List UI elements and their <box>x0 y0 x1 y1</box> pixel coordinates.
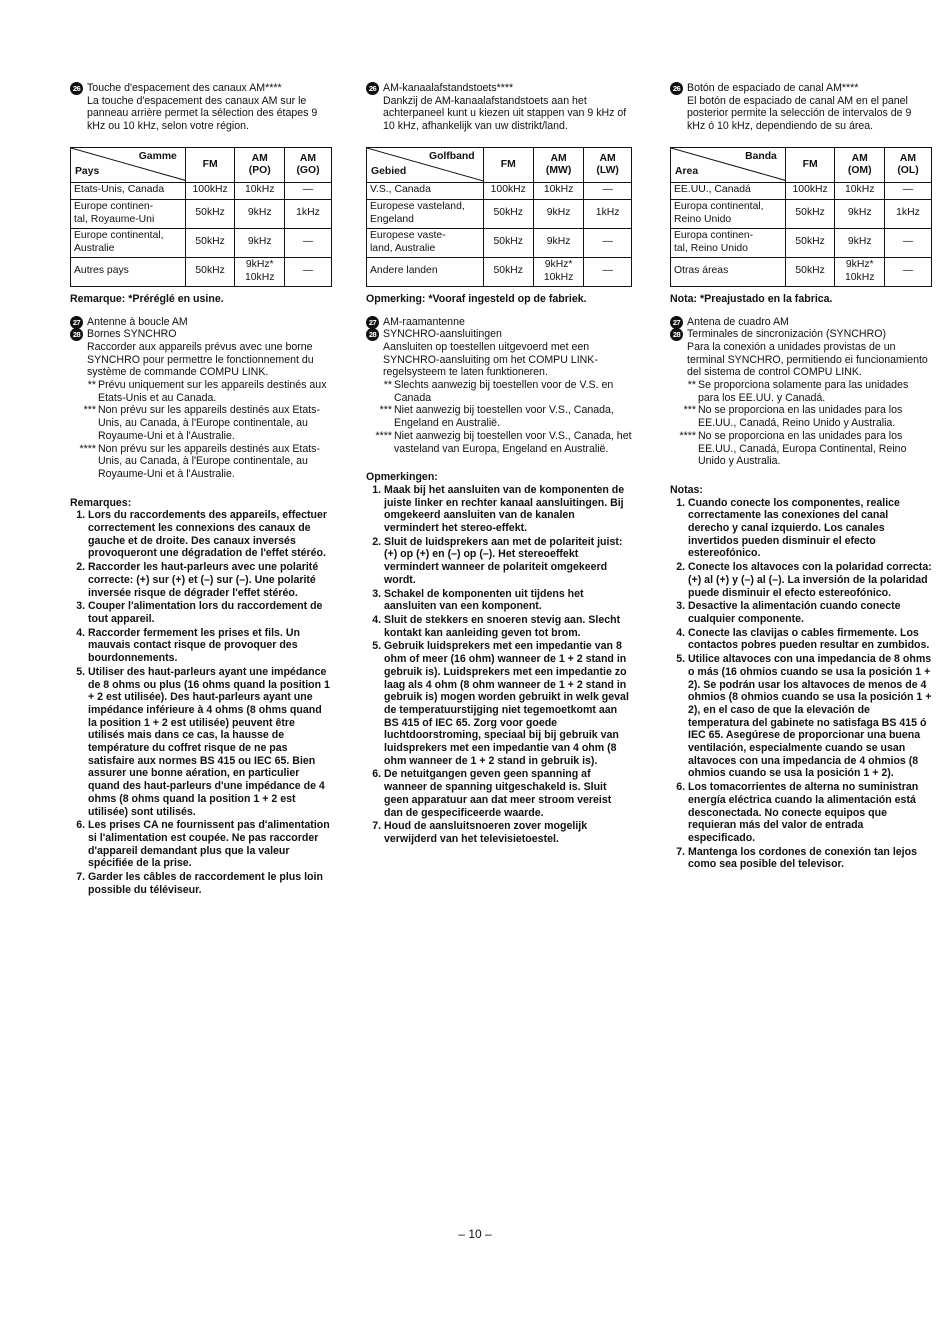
table-row <box>71 199 332 228</box>
table-cell-value: — <box>584 182 632 199</box>
table-cell-area: Andere landen <box>367 257 484 286</box>
footnote-mark: ** <box>87 379 96 392</box>
table-cell-value: 50kHz <box>483 199 533 228</box>
table-row <box>671 199 932 228</box>
item-number-badge: 28 <box>70 328 83 341</box>
table-cell-area: Europa continen- tal, Reino Unido <box>671 228 786 257</box>
footnote-mark: *** <box>683 404 696 417</box>
table-cell-value: 100kHz <box>785 182 835 199</box>
footnote <box>366 404 632 429</box>
item-synchro <box>70 328 332 379</box>
note-item: 7. Garder les câbles de raccordement le plus loin possible du téléviseur. <box>88 871 332 896</box>
table-cell-area: EE.UU., Canadá <box>671 182 786 199</box>
table-cell-value: — <box>285 182 332 199</box>
footnote-text: Niet aanwezig bij toestellen voor V.S., Canada, Engeland en Australië. <box>394 404 614 430</box>
item-title: Antenne à boucle AM <box>87 315 188 328</box>
table-cell-area: Autres pays <box>71 257 186 286</box>
footnote-text: No se proporciona en las unidades para los EE.UU., Canadá, Reino Unido y Australia. <box>698 404 903 430</box>
footnote-text: Prévu uniquement sur les appareils destinés aux Etats-Unis et au Canada. <box>98 379 327 404</box>
table-cell-value: 9kHz <box>533 199 583 228</box>
table-row <box>71 228 332 257</box>
note-item: 6. Los tomacorrientes de alterna no suministran energía eléctrica cuando la alimentación está desconectada. No conecte equipos que requieran más del valor de entrada especificado. <box>688 781 932 845</box>
footnote <box>70 443 332 481</box>
table-cell-value: 50kHz <box>483 257 533 286</box>
item-description: El botón de espaciado de canal AM en el panel posterior permite la selección de intervalos de 9 kHz ó 10 kHz, dependiendo de su área. <box>687 94 912 133</box>
range-label: Banda <box>745 150 777 162</box>
item-channel-spacing <box>70 82 332 133</box>
note-item: 4. Conecte las clavijas o cables firmemente. Los contactos pobres pueden resultar en zumbidos. <box>688 627 932 652</box>
footnote-text: Non prévu sur les appareils destinés aux Etats-Unis, au Canada, à l'Europe continentale, au Royaume-Uni et à l'Australie. <box>98 442 320 480</box>
item-channel-spacing <box>670 82 932 133</box>
table-cell-value: 9kHz <box>235 228 285 257</box>
table-header-row <box>367 147 632 182</box>
table-corner-cell <box>367 147 484 182</box>
table-cell-value: 10kHz <box>235 182 285 199</box>
item-description: Raccorder aux appareils prévus avec une borne SYNCHRO pour permettre le fonctionnement du système de commande COMPU LINK. <box>87 340 314 379</box>
spacing-table <box>366 147 632 287</box>
notes-title: Remarques: <box>70 496 132 509</box>
note-item: 5. Utilice altavoces con una impedancia de 8 ohms o más (16 ohmios cuando se usa la posición 1 + 2). Se podrán usar los altavoces de menos de 4 ohmios (8 ohmios cuando se usa la posición 1 + 2), en el caso de que la elevación de temperatura del gabinete no satisfaga BS 415 ó IEC 65. Asegúrese de proporcionar una buena ventilación, especialmente cuando se usan altavoces con una impedancia de 4 ohmios (8 ohmios cuando se usa la posición 1 + 2). <box>688 653 932 780</box>
table-row <box>367 257 632 286</box>
table-row <box>71 182 332 199</box>
table-cell-area: V.S., Canada <box>367 182 484 199</box>
notes-title: Opmerkingen: <box>366 471 438 484</box>
note-item: 1. Lors du raccordements des appareils, effectuer correctement les connexions des canaux de gauche et de droite. Des canaux inversés provoqueront une dégradation de l'effet stéréo. <box>88 509 332 560</box>
note-item: 3. Schakel de komponenten uit tijdens het aansluiten van een komponent. <box>384 588 632 613</box>
footnote-mark: ** <box>383 379 392 392</box>
spacing-table <box>670 147 932 287</box>
table-cell-value: 50kHz <box>185 199 235 228</box>
table-cell-value: 50kHz <box>785 257 835 286</box>
table-cell-value: 50kHz <box>785 199 835 228</box>
table-cell-area: Europese vaste- land, Australie <box>367 228 484 257</box>
table-cell-value: 1kHz <box>584 199 632 228</box>
item-number-badge: 27 <box>366 316 379 329</box>
spacing-table <box>70 147 332 287</box>
table-cell-area: Europese vasteland, Engeland <box>367 199 484 228</box>
table-row <box>367 199 632 228</box>
note-item: 3. Couper l'alimentation lors du raccordement de tout appareil. <box>88 600 332 625</box>
item-title: AM-raamantenne <box>383 315 465 328</box>
footnote-list <box>670 379 932 468</box>
table-cell-value: 10kHz <box>835 182 885 199</box>
area-label: Pays <box>75 166 100 178</box>
item-title: Bornes SYNCHRO <box>87 328 177 341</box>
note-item: 2. Conecte los altavoces con la polaridad correcta: (+) al (+) y (–) al (–). La inversión de la polaridad puede disminuir el efecto estereofónico. <box>688 561 932 599</box>
table-cell-value: 9kHz* 10kHz <box>533 257 583 286</box>
table-cell-value: — <box>584 257 632 286</box>
footnote <box>670 404 932 429</box>
table-cell-value: 1kHz <box>885 199 932 228</box>
item-am-antenna <box>670 316 932 329</box>
note-item: 2. Sluit de luidsprekers aan met de polariteit juist: (+) op (+) en (–) op (–). Het stereoeffekt vermindert wanneer de polariteit omgekeerd wordt. <box>384 536 632 587</box>
table-row <box>671 228 932 257</box>
item-number-badge: 26 <box>366 82 379 95</box>
footnote <box>670 430 932 468</box>
table-cell-area: Europe continen- tal, Royaume-Uni <box>71 199 186 228</box>
note-item: 7. Mantenga los cordones de conexión tan lejos como sea posible del televisor. <box>688 846 932 871</box>
table-row <box>671 257 932 286</box>
item-channel-spacing <box>366 82 632 133</box>
footnote <box>70 404 332 442</box>
item-description: Dankzij de AM-kanaalafstandstoets aan het achterpaneel kunt u kiezen uit stappen van 9 kHz of 10 kHz, afhankelijk van uw distrikt/land. <box>383 94 627 133</box>
page-number: – 10 – <box>458 1227 492 1241</box>
item-description: La touche d'espacement des canaux AM sur le panneau arrière permet la sélection des étapes 9 kHz ou 10 kHz, selon votre région. <box>87 94 318 133</box>
table-row <box>367 228 632 257</box>
note-item: 1. Maak bij het aansluiten van de komponenten de juiste linker en rechter kanaal aansluitingen. Bij omgekeerd aansluiten van de kanalen vermindert het stereo-effekt. <box>384 484 632 535</box>
item-number-badge: 27 <box>670 316 683 329</box>
footnote-mark: **** <box>679 429 696 442</box>
note-item: 2. Raccorder les haut-parleurs avec une polarité correcte: (+) sur (+) et (–) sur (–). Une polarité inversée risque de dégrader l'effet stéréo. <box>88 561 332 599</box>
note-item: 6. Les prises CA ne fournissent pas d'alimentation si l'alimentation est coupée. Ne pas raccorder d'appareil demandant plus que la valeur spécifiée de la prise. <box>88 819 332 870</box>
footnote-mark: ** <box>687 379 696 392</box>
table-cell-value: 9kHz* 10kHz <box>835 257 885 286</box>
table-cell-area: Etats-Unis, Canada <box>71 182 186 199</box>
item-title: Touche d'espacement des canaux AM**** <box>87 82 282 94</box>
table-cell-value: 1kHz <box>285 199 332 228</box>
table-cell-value: 9kHz <box>235 199 285 228</box>
item-title: Botón de espaciado de canal AM**** <box>687 82 859 94</box>
footnote <box>366 430 632 455</box>
column-spanish <box>670 82 932 872</box>
range-label: Gamme <box>138 150 177 162</box>
item-am-antenna <box>366 316 632 329</box>
item-synchro <box>366 328 632 379</box>
table-cell-value: 100kHz <box>483 182 533 199</box>
footnote <box>366 379 632 404</box>
note-item: 6. De netuitgangen geven geen spanning af wanneer de spanning uitgeschakeld is. Sluit geen apparatuur aan dat meer stroom vereist dan de gespecificeerde waarde. <box>384 768 632 819</box>
note-item: 1. Cuando conecte los componentes, realice correctamente las conexiones del canal derecho y canal izquierdo. Los canales invertidos pueden disminuir el efecto estereofónico. <box>688 497 932 561</box>
table-corner-cell <box>71 147 186 182</box>
column-dutch <box>366 82 632 847</box>
footnote-mark: **** <box>79 442 96 455</box>
table-row <box>71 257 332 286</box>
item-title: SYNCHRO-aansluitingen <box>383 328 502 341</box>
column-header-fm: FM <box>185 147 235 182</box>
item-number-badge: 27 <box>70 316 83 329</box>
footnote-text: Non prévu sur les appareils destinés aux Etats-Unis, au Canada, à l'Europe continentale, au Royaume-Uni et à l'Australie. <box>98 404 320 442</box>
footnote-mark: *** <box>83 404 96 417</box>
note-item: 5. Gebruik luidsprekers met een impedantie van 8 ohm of meer (16 ohm) wanneer de 1 + 2 stand in gebruik is). Luidsprekers met een impedantie zo laag als 4 ohm (8 ohm wanneer de 1 + 2 stand in gebruik is) mogen worden gebruikt in welk geval de temperatuurstijging niet tegemoetkomt aan BS 415 of IEC 65. Zorg voor goede luchtdoorstroming, speciaal bij bij gebruik van luidsprekers met een impedantie van 4 ohm (8 ohm wanneer de 1 + 2 stand in gebruik is). <box>384 640 632 767</box>
notes-title: Notas: <box>670 483 703 496</box>
footnote-text: Niet aanwezig bij toestellen voor V.S., Canada, het vasteland van Europa, Engeland en Australië. <box>394 429 632 455</box>
table-footnote: Opmerking: *Vooraf ingesteld op de fabriek. <box>366 292 587 305</box>
table-cell-value: 9kHz <box>835 199 885 228</box>
table-corner-cell <box>671 147 786 182</box>
footnote-text: No se proporciona en las unidades para los EE.UU., Canadá, Europa Continental, Reino Unido y Australia. <box>698 429 907 468</box>
table-cell-value: 100kHz <box>185 182 235 199</box>
note-item: 3. Desactive la alimentación cuando conecte cualquier componente. <box>688 600 932 625</box>
table-cell-area: Europe continental, Australie <box>71 228 186 257</box>
item-synchro <box>670 328 932 379</box>
note-item: 4. Raccorder fermement les prises et fils. Un mauvais contact risque de provoquer des bourdonnements. <box>88 627 332 665</box>
footnote <box>70 379 332 404</box>
table-row <box>367 182 632 199</box>
table-cell-value: — <box>285 257 332 286</box>
table-cell-value: — <box>885 257 932 286</box>
notes-list <box>670 497 932 871</box>
area-label: Area <box>675 166 699 178</box>
table-cell-value: 50kHz <box>483 228 533 257</box>
column-header-am-mw: AM (PO) <box>235 147 285 182</box>
table-cell-value: — <box>584 228 632 257</box>
column-header-am-mw: AM (OM) <box>835 147 885 182</box>
table-cell-value: — <box>285 228 332 257</box>
table-header-row <box>671 147 932 182</box>
table-cell-value: 9kHz <box>533 228 583 257</box>
item-title: Terminales de sincronización (SYNCHRO) <box>687 328 886 341</box>
footnote-mark: **** <box>375 429 392 442</box>
footnote-list <box>70 379 332 481</box>
footnote-text: Slechts aanwezig bij toestellen voor de V.S. en Canada <box>394 379 614 404</box>
note-item: 4. Sluit de stekkers en snoeren stevig aan. Slecht kontakt kan aanleiding geven tot brom. <box>384 614 632 639</box>
table-cell-value: 10kHz <box>533 182 583 199</box>
item-number-badge: 26 <box>70 82 83 95</box>
column-header-am-mw: AM (MW) <box>533 147 583 182</box>
table-cell-value: — <box>885 228 932 257</box>
table-footnote: Remarque: *Préréglé en usine. <box>70 292 224 305</box>
footnote-list <box>366 379 632 455</box>
table-cell-area: Europa continental, Reino Unido <box>671 199 786 228</box>
range-label: Golfband <box>428 150 475 162</box>
table-row <box>671 182 932 199</box>
footnote <box>670 379 932 404</box>
column-header-am-lw: AM (GO) <box>285 147 332 182</box>
table-cell-area: Otras áreas <box>671 257 786 286</box>
table-footnote: Nota: *Preajustado en la fabrica. <box>670 292 833 305</box>
table-cell-value: 9kHz* 10kHz <box>235 257 285 286</box>
item-am-antenna <box>70 316 332 329</box>
column-french <box>70 82 332 897</box>
table-cell-value: 9kHz <box>835 228 885 257</box>
item-number-badge: 28 <box>366 328 379 341</box>
column-header-fm: FM <box>483 147 533 182</box>
item-description: Aansluiten op toestellen uitgevoerd met een SYNCHRO-aansluiting om het COMPU LINK-regelsysteem te laten funktioneren. <box>383 340 598 379</box>
footnote-mark: *** <box>379 404 392 417</box>
note-item: 5. Utiliser des haut-parleurs ayant une impédance de 8 ohms ou plus (16 ohms quand la position 1 + 2 est utilisée). Des haut-parleurs ayant une impédance inférieure à 4 ohms (8 ohms quand la position 1 + 2 est utilisée) peuvent être utilisés mais dans ce cas, la hausse de température du coffret risque de ne pas satisfaire aux normes BS 415 ou IEC 65. Bien assurer une bonne aération, en particulier quand des haut-parleurs d'une impédance de 4 ohms (8 ohms quand la position 1 + 2 est utilisée) sont utilisés. <box>88 666 332 818</box>
column-header-am-lw: AM (OL) <box>885 147 932 182</box>
table-header-row <box>71 147 332 182</box>
item-title: AM-kanaalafstandstoets**** <box>383 82 514 94</box>
item-number-badge: 26 <box>670 82 683 95</box>
notes-list <box>366 484 632 846</box>
column-header-am-lw: AM (LW) <box>584 147 632 182</box>
table-cell-value: 50kHz <box>185 257 235 286</box>
table-cell-value: — <box>885 182 932 199</box>
table-cell-value: 50kHz <box>185 228 235 257</box>
notes-list <box>70 509 332 896</box>
column-header-fm: FM <box>785 147 835 182</box>
note-item: 7. Houd de aansluitsnoeren zover mogelijk verwijderd van het televisietoestel. <box>384 820 632 845</box>
area-label: Gebied <box>371 166 407 178</box>
footnote-text: Se proporciona solamente para las unidades para los EE.UU. y Canadá. <box>698 379 909 404</box>
item-number-badge: 28 <box>670 328 683 341</box>
table-cell-value: 50kHz <box>785 228 835 257</box>
item-description: Para la conexión a unidades provistas de un terminal SYNCHRO, permitiendo ei funcionamiento del sistema de control COMPU LINK. <box>687 340 928 379</box>
item-title: Antena de cuadro AM <box>687 315 789 328</box>
